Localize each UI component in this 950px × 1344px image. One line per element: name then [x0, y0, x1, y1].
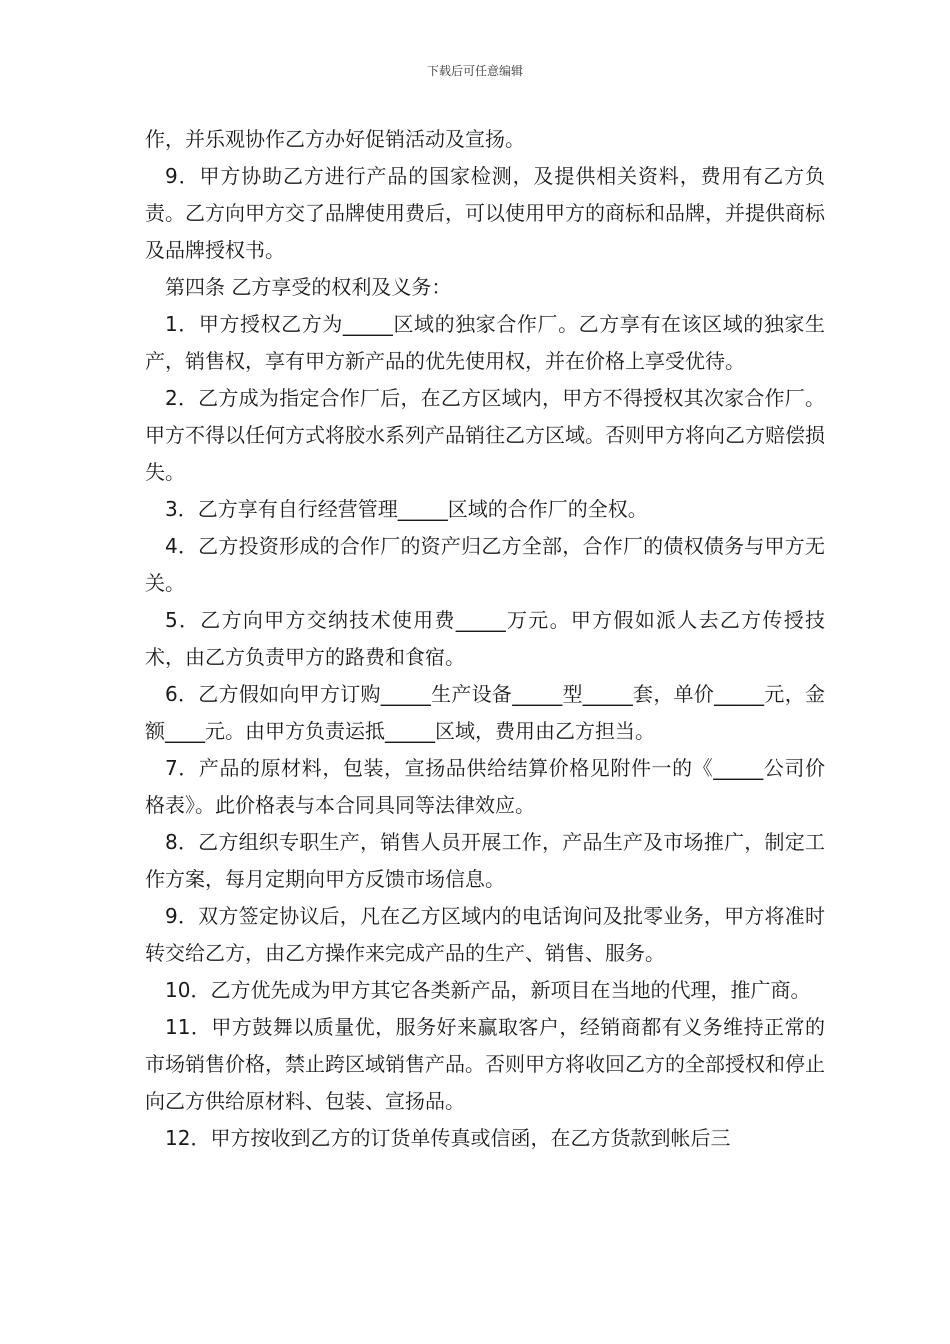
paragraph-item-12: 12．甲方按收到乙方的订货单传真或信函，在乙方货款到帐后三 [165, 1126, 731, 1150]
paragraph-item-9-trademark: 9．甲方协助乙方进行产品的国家检测，及提供相关资料，费用有乙方负责。乙方向甲方交了品牌使用费后，可以使用甲方的商标和品牌，并提供商标及品牌授权书。 [145, 164, 825, 262]
paragraph-item-9: 9．双方签定协议后，凡在乙方区域内的电话询问及批零业务，甲方将准时转交给乙方，由乙方操作来完成产品的生产、销售、服务。 [145, 904, 825, 965]
paragraph-item-7: 7．产品的原材料，包装，宣扬品供给结算价格见附件一的《_____公司价格表》。此价格表与本合同具同等法律效应。 [145, 756, 825, 817]
paragraph-item-4: 4．乙方投资形成的合作厂的资产归乙方全部，合作厂的债权债务与甲方无关。 [145, 534, 825, 595]
section-heading-article-4: 第四条 乙方享受的权利及义务： [165, 275, 452, 299]
paragraph-item-1: 1．甲方授权乙方为_____区域的独家合作厂。乙方享有在该区域的独家生产，销售权，享有甲方新产品的优先使用权，并在价格上享受优待。 [145, 312, 825, 373]
page-header: 下载后可任意编辑 [426, 64, 523, 78]
paragraph-item-2: 2．乙方成为指定合作厂后，在乙方区域内，甲方不得授权其次家合作厂。甲方不得以任何方式将胶水系列产品销往乙方区域。否则甲方将向乙方赔偿损失。 [145, 386, 825, 484]
paragraph-item-5: 5．乙方向甲方交纳技术使用费_____万元。甲方假如派人去乙方传授技术，由乙方负责甲方的路费和食宿。 [145, 608, 825, 669]
paragraph-item-6: 6．乙方假如向甲方订购_____生产设备_____型_____套，单价_____元，金额____元。由甲方负责运抵_____区域，费用由乙方担当。 [145, 682, 825, 743]
paragraph-item-11: 11．甲方鼓舞以质量优，服务好来赢取客户，经销商都有义务维持正常的市场销售价格，禁止跨区域销售产品。否则甲方将收回乙方的全部授权和停止向乙方供给原材料、包装、宣扬品。 [145, 1015, 825, 1113]
paragraph-continuation: 作，并乐观协作乙方办好促销活动及宣扬。 [145, 127, 525, 151]
paragraph-item-3: 3．乙方享有自行经营管理_____区域的合作厂的全权。 [165, 497, 648, 521]
paragraph-item-8: 8．乙方组织专职生产，销售人员开展工作，产品生产及市场推广，制定工作方案，每月定期向甲方反馈市场信息。 [145, 830, 825, 891]
document-body [145, 121, 825, 1157]
paragraph-item-10: 10．乙方优先成为甲方其它各类新产品，新项目在当地的代理，推广商。 [165, 978, 811, 1002]
